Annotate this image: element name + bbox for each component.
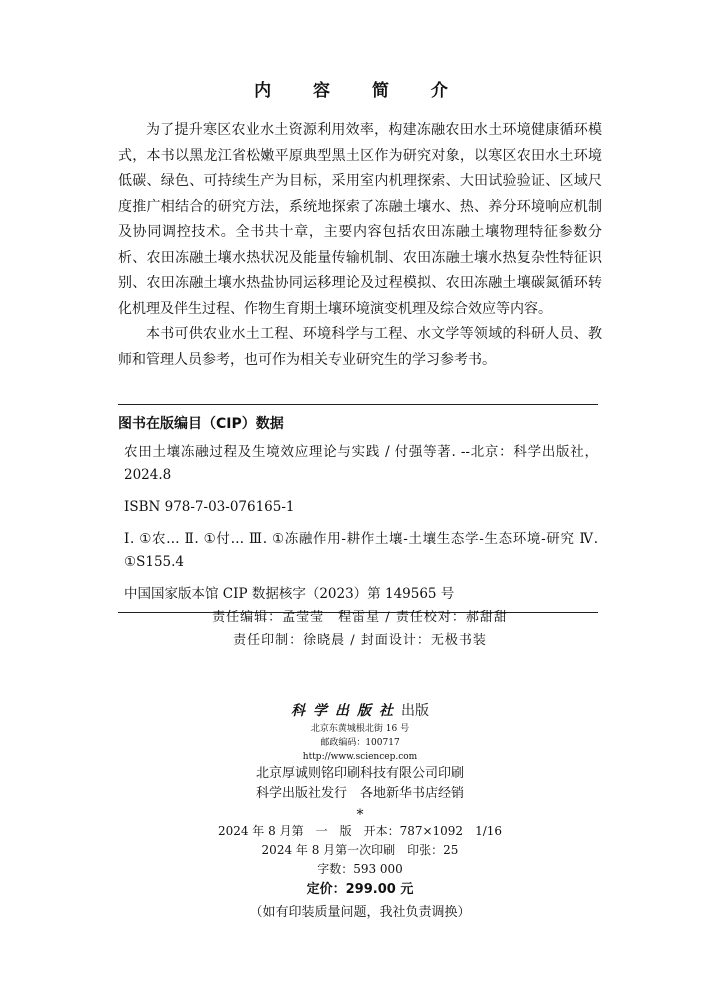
cip-title-line: 农田土壤冻融过程及生境效应理论与实践 / 付强等著. --北京：科学出版社，2024.8 — [124, 444, 598, 483]
credits-line-production: 责任印制：徐晓晨 / 封面设计：无极书装 — [233, 633, 487, 648]
publisher-postcode: 邮政编码：100717 — [320, 738, 400, 748]
summary-title: 内 容 简 介 — [254, 81, 466, 101]
publisher-address: 北京东黄城根北街 16 号 — [310, 724, 410, 734]
cip-block — [118, 404, 598, 613]
publisher-name: 科学出版社 — [291, 703, 401, 719]
cip-heading: 图书在版编目（CIP）数据 — [118, 416, 284, 432]
publisher-line — [0, 700, 720, 722]
publisher-suffix: 出版 — [401, 703, 429, 719]
edition-line: 2024 年 8 月第 一 版 开本：787×1092 1/16 — [217, 824, 503, 838]
summary-body — [118, 118, 602, 373]
quality-notice: （如有印装质量问题，我社负责调换） — [249, 905, 471, 920]
printer-line: 北京厚诚则铭印刷科技有限公司印刷 — [255, 766, 464, 781]
publisher-website: http://www.sciencep.com — [302, 752, 418, 762]
summary-paragraph: 为了提升寒区农业水土资源利用效率，构建冻融农田水土环境健康循环模式，本书以黑龙江省松嫩平原典型黑土区作为研究对象，以寒区农田水土环境低碳、绿色、可持续生产为目标，采用室内机理探索、大田试验验证、区域尺度推广相结合的研究方法，系统地探索了冻融土壤水、热、养分环境响应机制及协同调控技术。全书共十章，主要内容包括农田冻融土壤物理特征参数分析、农田冻融土壤水热状况及能量传输机制、农田冻融土壤水热复杂性特征识别、农田冻融土壤水热盐协同运移理论及过程模拟、农田冻融土壤碳氮循环转化机理及伴生过程、作物生育期土壤环境演变机理及综合效应等内容。 — [118, 122, 602, 317]
separator-star: * — [356, 807, 364, 823]
summary-paragraph: 本书可供农业水土工程、环境科学与工程、水文学等领域的科研人员、教师和管理人员参考，也可作为相关专业研究生的学习参考书。 — [118, 326, 602, 368]
cip-record-number-line: 中国国家版本馆 CIP 数据核字（2023）第 149565 号 — [124, 586, 455, 602]
printing-line: 2024 年 8 月第一次印刷 印张：25 — [261, 843, 459, 857]
cip-isbn-line: ISBN 978-7-03-076165-1 — [124, 499, 295, 515]
imprint-block — [0, 700, 720, 925]
credits-line-editors: 责任编辑：孟莹莹 程雷星 / 责任校对：郝甜甜 — [212, 610, 508, 625]
editorial-credits — [0, 606, 720, 652]
cip-classification-line: Ⅰ. ①农… Ⅱ. ①付… Ⅲ. ①冻融作用-耕作土壤-土壤生态学-生态环境-研究 Ⅳ. ①S155.4 — [124, 531, 598, 570]
word-count: 字数：593 000 — [317, 862, 403, 876]
distribution-line: 科学出版社发行 各地新华书店经销 — [255, 786, 464, 801]
price: 定价：299.00 元 — [306, 882, 414, 897]
